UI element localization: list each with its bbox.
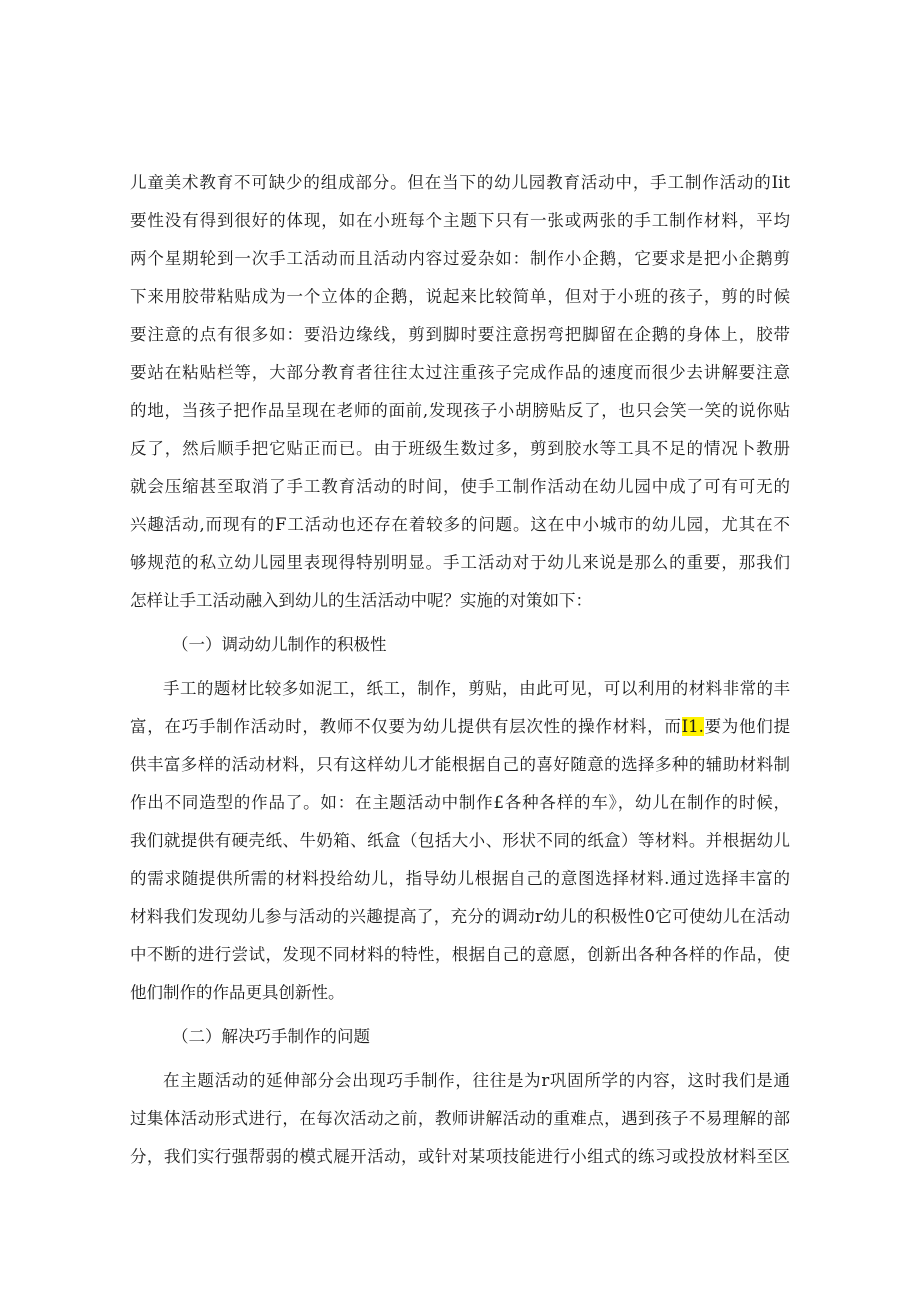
text-line: 兴趣活动,而现有的F工活动也还存在着较多的问题。这在中小城市的幼儿园，尤其在不 (130, 515, 790, 534)
text-segment: 要为他们提 (703, 717, 791, 736)
text-line: 他们制作的作品更具创新性。 (130, 983, 345, 1002)
text-line: 儿童美术教育不可缺少的组成部分。但在当下的幼儿园教育活动中，手工制作活动的Iit (130, 173, 790, 192)
section-heading: （一）调动幼儿制作的积极性 (172, 635, 387, 654)
text-line: 要站在粘贴栏等，大部分教育者往往太过注重孩子完成作品的速度而很少去讲解要注意 (130, 363, 790, 382)
text-line: 两个星期轮到一次手工活动而且活动内容过爱杂如：制作小企鹅，它要求是把小企鹅剪 (130, 249, 790, 268)
text-line: 在主题活动的延伸部分会出现巧手制作，往往是为r巩固所学的内容，这时我们是通 (163, 1071, 790, 1090)
text-line: 的地，当孩子把作品呈现在老师的面前,发现孩子小胡膀贴反了，也只会笑一笑的说你贴 (130, 401, 790, 420)
text-line: 反了，然后顺手把它贴正而已。由于班级生数过多，剪到胶水等工具不足的情况卜教册 (130, 439, 790, 458)
text-line: 手工的题材比较多如泥工，纸工，制作，剪贴，由此可见，可以利用的材料非常的丰 (163, 679, 790, 698)
text-line: 过集体活动形式进行，在每次活动之前，教师讲解活动的重难点，遇到孩子不易理解的部 (130, 1109, 790, 1128)
text-line: 分，我们实行强帮弱的模式屣开活动，或针对某项技能进行小组式的练习或投放材料至区 (130, 1147, 790, 1166)
text-line: 材料我们发现幼儿参与活动的兴趣提高了，充分的调动r幼儿的积极性0它可使幼儿在活动 (130, 907, 790, 926)
text-line: 中不断的进行尝试，发现不同材料的特性，根据自己的意愿，创新出各种各样的作品，使 (130, 945, 790, 964)
text-line: 要注意的点有很多如：要沿边缘线，剪到脚时要注意拐弯把脚留在企鹅的身体上，胶带 (130, 325, 790, 344)
text-line: 下来用胶带粘贴成为一个立体的企鹅，说起来比较简单，但对于小班的孩子，剪的时候 (130, 287, 790, 306)
text-line: 我们就提供有硬壳纸、牛奶箱、纸盒（包括大小、形状不同的纸盒）等材料。并根据幼儿 (130, 831, 790, 850)
text-line: 供丰富多样的活动材料，只有这样幼儿才能根据自己的喜好随意的选择多种的辅助材料制 (130, 755, 790, 774)
highlighted-text: I1. (681, 717, 704, 736)
text-line: 就会压缩甚至取消了手工教育活动的时间，使手工制作活动在幼儿园中成了可有可无的 (130, 477, 790, 496)
text-line: 要性没有得到很好的体现，如在小班每个主题下只有一张或两张的手工制作材料，平均 (130, 211, 790, 230)
text-line: 够规范的私立幼儿园里表现得特别明显。手工活动对于幼儿来说是那么的重要，那我们 (130, 553, 790, 572)
text-line: 作出不同造型的作品了。如：在主题活动中制作£各种各样的车》，幼儿在制作的时候， (130, 793, 790, 812)
text-line (130, 712, 790, 742)
text-segment: 富，在巧手制作活动时，教师不仅要为幼儿提供有层次性的操作材料，而 (130, 717, 682, 736)
text-line: 怎样让手工活动融入到幼儿的生活活动中呢？实施的对策如下： (130, 591, 592, 610)
section-heading: （二）解决巧手制作的问题 (172, 1027, 370, 1046)
text-line: 的需求随提供所需的材料投给幼儿，指导幼儿根据自己的意图选择材料.通过选择丰富的 (130, 869, 790, 888)
